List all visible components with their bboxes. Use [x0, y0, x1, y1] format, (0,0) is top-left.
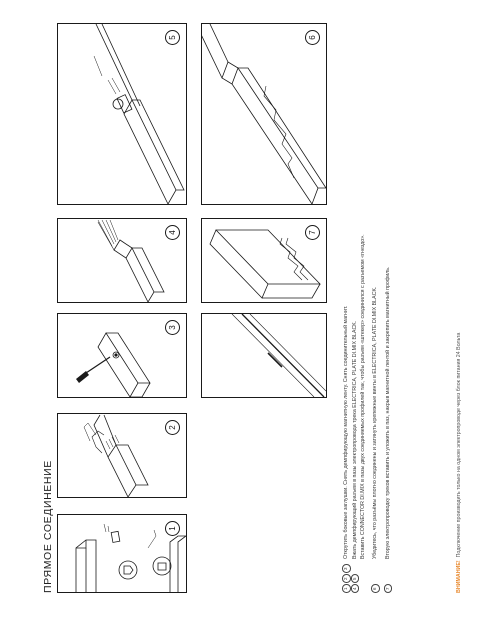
- panel-step-4: [57, 218, 187, 303]
- step-marker: 1: [342, 585, 351, 594]
- warning-text: Подключение производить только на одном электропроводе через блок питания 24 Вольта: [456, 332, 462, 558]
- step-marker: 5: [351, 575, 360, 584]
- step-5-illustration: [58, 24, 186, 204]
- step-marker: 2: [342, 575, 351, 584]
- instruction-step: [351, 33, 360, 593]
- instruction-step: [359, 33, 367, 593]
- step-number-badge: 2: [165, 420, 180, 435]
- warning-label: ВНИМАНИЕ!: [456, 560, 462, 593]
- step-number-badge: 4: [165, 225, 180, 240]
- step-marker: 7: [384, 585, 393, 594]
- instruction-step: [342, 33, 351, 593]
- instruction-step: [384, 33, 393, 593]
- step-marker: 4: [351, 585, 360, 594]
- step-number-badge: 6: [305, 30, 320, 45]
- step-marker: 3: [342, 565, 351, 574]
- panel-step-7: [201, 218, 327, 303]
- step-number-badge: 5: [165, 30, 180, 45]
- panel-step-6: [201, 313, 327, 398]
- page-title: ПРЯМОЕ СОЕДИНЕНИЕ: [42, 460, 54, 593]
- step-number-badge: 3: [165, 320, 180, 335]
- step-marker: 6: [371, 585, 380, 594]
- panel-step-2: [57, 413, 187, 498]
- instruction-text: Убедитесь, что разъёмы плотно соединены и затянуть крепежные винты в ELECTRICA, PLATE DI.MIX BLACK.: [372, 286, 379, 559]
- panel-step-1: [57, 514, 187, 593]
- instructions: [342, 33, 392, 593]
- instruction-text: Вторую электропроводку треков вставить и уложить в паз, накрыв магнитной лентой и закрепить магнитный профиль.: [384, 266, 391, 559]
- step-markers: [351, 559, 360, 593]
- step-6-illustration: [202, 314, 326, 397]
- panel-step-5: [57, 23, 187, 205]
- instruction-text: Вжать демпфирующий разъем в пазы электропровода трека ELECTRICA, PLATE DI.MIX BLACK.: [351, 320, 358, 559]
- step-markers: [384, 559, 393, 593]
- step-markers: [371, 559, 380, 593]
- panel-step-connector: [201, 23, 327, 205]
- instruction-text: Вставить CONNECTOR DI.MIX в пазы двух соединяемых профилей так, чтобы разъем «штекер» соединился с разъемом «гнездо».: [360, 234, 366, 559]
- step-connector-illustration: [202, 24, 326, 204]
- instruction-step: [371, 33, 380, 593]
- step-number-badge: 1: [165, 521, 180, 536]
- step-markers: [342, 559, 351, 593]
- warning-note: [456, 333, 462, 593]
- step-number-badge: 7: [305, 225, 320, 240]
- instruction-text: Открутить боковые заглушки. Снять демпфирующую магнитную ленту. Снять соединительный магнит.: [343, 305, 349, 559]
- panel-step-3: [57, 313, 187, 398]
